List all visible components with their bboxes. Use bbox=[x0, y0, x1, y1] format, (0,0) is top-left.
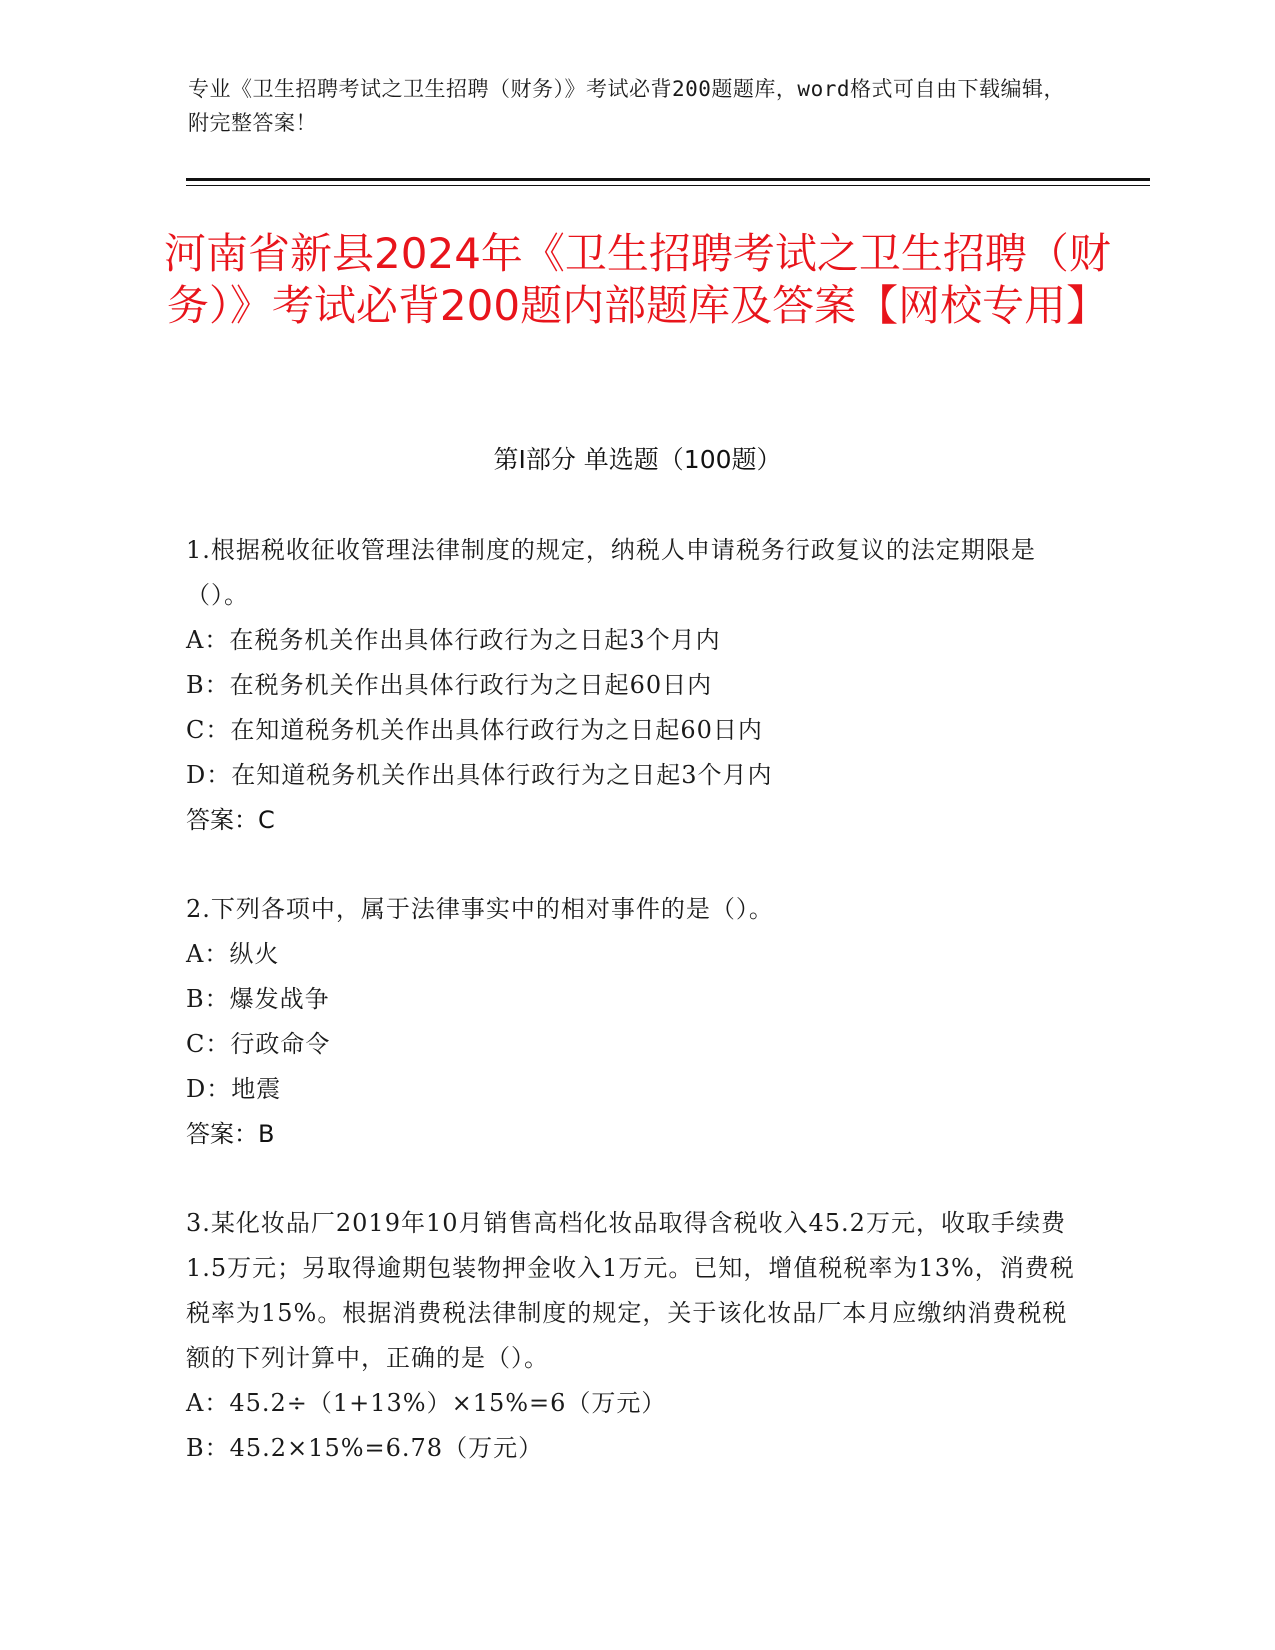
question-stem: 1.根据税收征收管理法律制度的规定，纳税人申请税务行政复议的法定期限是（）。 bbox=[186, 536, 1036, 609]
header-note: 专业《卫生招聘考试之卫生招聘（财务）》考试必背200题题库，word格式可自由下载编辑，附完整答案！ bbox=[188, 77, 1065, 135]
question-1 bbox=[186, 528, 1076, 843]
answer-line: 答案：B bbox=[186, 1120, 275, 1148]
question-stem: 2.下列各项中，属于法律事实中的相对事件的是（）。 bbox=[186, 895, 774, 923]
option-a: A：纵火 bbox=[186, 940, 280, 968]
section-heading: 第I部分 单选题（100题） bbox=[493, 445, 782, 474]
option-a: A：在税务机关作出具体行政行为之日起3个月内 bbox=[186, 626, 721, 654]
header-divider-thin bbox=[186, 185, 1150, 186]
question-3 bbox=[186, 1201, 1076, 1471]
option-b: B：爆发战争 bbox=[186, 985, 330, 1013]
option-d: D：在知道税务机关作出具体行政行为之日起3个月内 bbox=[186, 761, 773, 789]
question-list bbox=[186, 528, 1076, 1515]
answer-line: 答案：C bbox=[186, 806, 275, 834]
document-title: 河南省新县2024年《卫生招聘考试之卫生招聘（财务）》考试必背200题内部题库及答案【网校专用】 bbox=[164, 229, 1111, 330]
option-c: C：行政命令 bbox=[186, 1030, 331, 1058]
option-d: D：地震 bbox=[186, 1075, 282, 1103]
header-divider-thick bbox=[186, 178, 1150, 181]
option-c: C：在知道税务机关作出具体行政行为之日起60日内 bbox=[186, 716, 763, 744]
question-stem: 3.某化妆品厂2019年10月销售高档化妆品取得含税收入45.2万元，收取手续费1.5万元；另取得逾期包装物押金收入1万元。已知，增值税税率为13%，消费税税率为15%。根据消费税法律制度的规定，关于该化妆品厂本月应缴纳消费税税额的下列计算中，正确的是（）。 bbox=[186, 1209, 1075, 1372]
question-2 bbox=[186, 887, 1076, 1157]
option-a: A：45.2÷（1+13%）×15%=6（万元） bbox=[186, 1389, 667, 1417]
option-b: B：45.2×15%=6.78（万元） bbox=[186, 1434, 544, 1462]
option-b: B：在税务机关作出具体行政行为之日起60日内 bbox=[186, 671, 713, 699]
